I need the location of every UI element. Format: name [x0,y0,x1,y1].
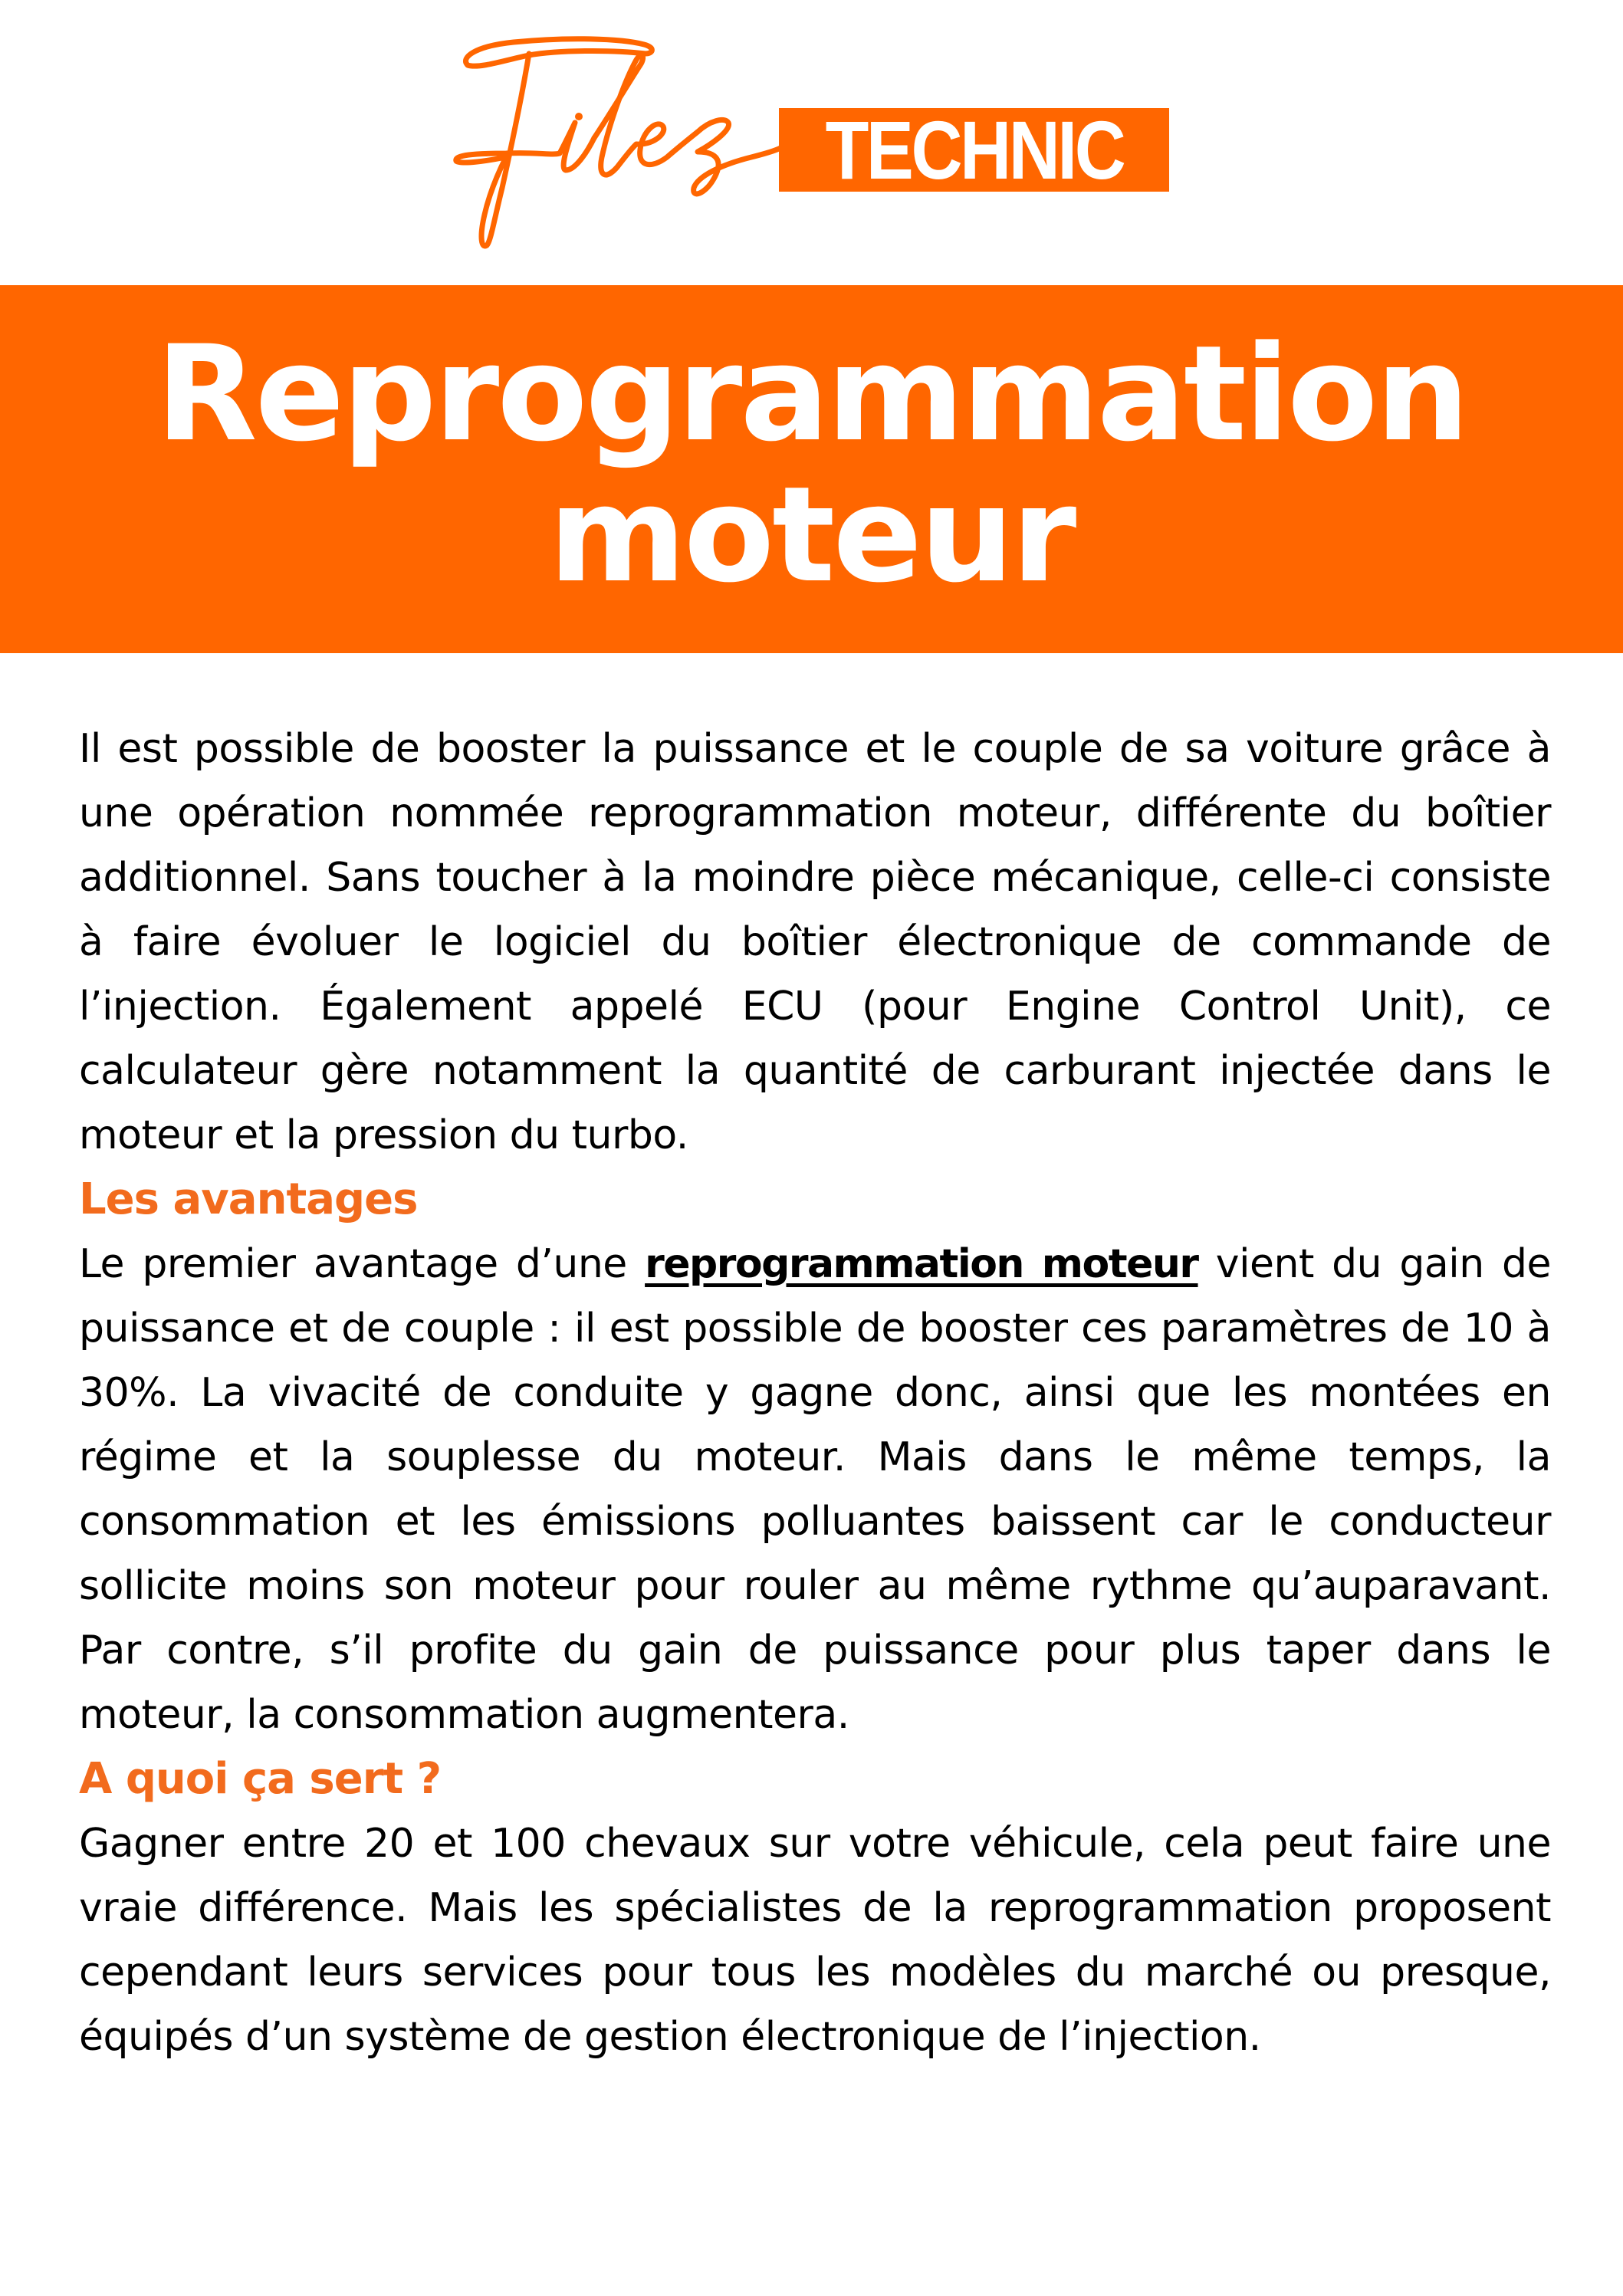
page-title [0,317,1623,612]
avantages-text-before: Le premier avantage d’une [79,1241,646,1287]
brand-logo [445,31,1181,261]
title-line-2: moteur [548,458,1075,612]
title-line-1: Reprogrammation [156,317,1467,471]
avantages-paragraph [79,1232,1551,1747]
section-heading-avantages: Les avantages [79,1174,418,1224]
technic-wordmark [779,108,1169,192]
reprogrammation-moteur-link[interactable]: reprogrammation moteur [645,1241,1198,1287]
files-script-logo [445,31,790,261]
avantages-text-after: vient du gain de puissance et de couple : il est possible de booster ces paramètres de 10 à 30%. La vivacité de conduite y gagne donc, ainsi que les montées en régime et la souplesse du moteur. Mais dans le même temps, la consommation et les émissions polluantes baissent car le conducteur sollicite moins son moteur pour rouler au même rythme qu’auparavant. Par contre, s’il profite du gain de puissance pour plus taper dans le moteur, la consommation augmentera. [79,1241,1551,1738]
article-body [79,717,1551,2069]
intro-paragraph: Il est possible de booster la puissance et le couple de sa voiture grâce à une opération nommée reprogrammation moteur, différente du boîtier additionnel. Sans toucher à la moindre pièce mécanique, celle-ci consiste à faire évoluer le logiciel du boîtier électronique de commande de l’injection. Également appelé ECU (pour Engine Control Unit), ce calculateur gère notamment la quantité de carburant injectée dans le moteur et la pression du turbo. [79,726,1551,1158]
section-heading-a-quoi-ca-sert: A quoi ça sert ? [79,1754,442,1804]
a-quoi-ca-sert-paragraph: Gagner entre 20 et 100 chevaux sur votre véhicule, cela peut faire une vraie différence. Mais les spécialistes de la reprogrammation proposent cependant leurs services pour tous les modèles du marché ou presque, équipés d’un système de gestion électronique de l’injection. [79,1821,1551,2060]
title-banner [0,285,1623,653]
technic-text: TECHNIC [825,108,1123,192]
